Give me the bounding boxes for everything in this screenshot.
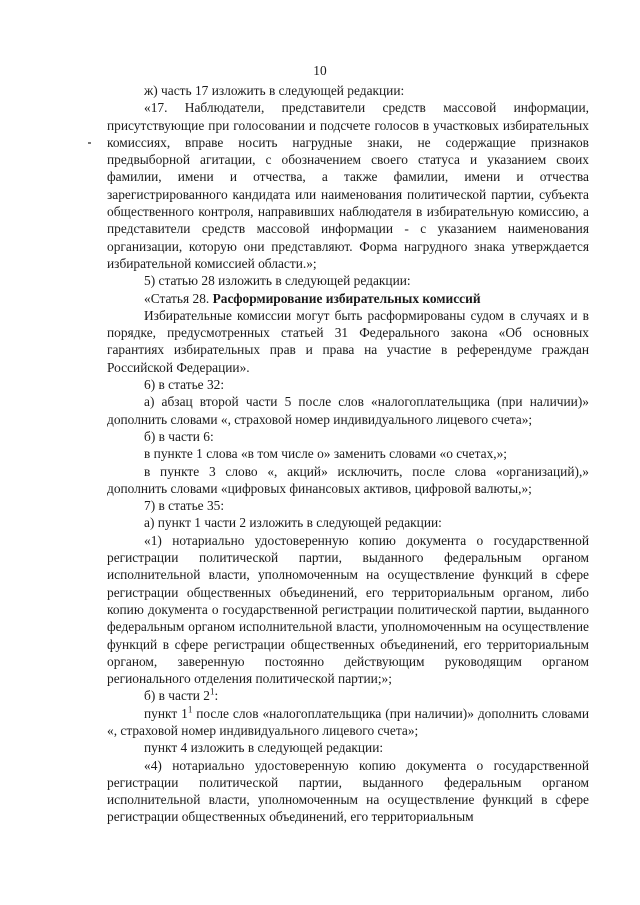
paragraph [107,705,589,740]
paragraph [107,687,589,704]
paragraph: ж) часть 17 изложить в следующей редакции: [144,83,405,98]
paragraph: а) абзац второй части 5 после слов «налогоплательщика (при наличии)» дополнить словами «, страховой номер индивидуального лицевого счета»; [107,394,589,427]
paragraph: 5) статью 28 изложить в следующей редакции: [144,273,411,289]
paragraph: б) в части 6: [144,428,214,444]
article-heading [107,290,589,307]
article-heading-title: Расформирование избирательных комиссий [212,290,481,306]
document-body [107,82,589,826]
margin-mark [88,142,91,144]
paragraph: «17. Наблюдатели, представители средств массовой информации, присутствующие при голосовании и подсчете голосов в участковых избирательных комиссиях, вправе носить нагрудные знаки, не содержащие признаков предвыборной агитации, с обозначением своего статуса и указанием своих фамилии, имени и отчества, а также фамилии, имени и отчества зарегистрированного кандидата или наименования политической партии, субъекта общественного контроля, направивших наблюдателя в избирательную комиссию, а представители средств массовой информации - с указанием наименования организации, которую они представляют. Форма нагрудного знака утверждается избирательной комиссией области.»; [107,100,589,271]
paragraph: 6) в статье 32: [144,377,225,393]
paragraph: 7) в статье 35: [144,498,225,514]
paragraph: пункт 4 изложить в следующей редакции: [144,740,384,756]
article-heading-prefix: «Статья 28. [144,290,213,306]
text-fragment: : [214,688,219,704]
superscript: 1 [209,686,215,697]
page-number: 10 [313,63,327,78]
paragraph: а) пункт 1 части 2 изложить в следующей редакции: [144,515,442,531]
text-fragment: б) в части 2 [144,688,210,704]
superscript: 1 [187,704,193,715]
paragraph: в пункте 1 слова «в том числе о» заменить словами «о счетах,»; [144,446,508,462]
paragraph: Избирательные комиссии могут быть расформированы судом в случаях и в порядке, предусмотренных статьей 31 Федерального закона «Об основных гарантиях избирательных прав и права на участие в референдуме граждан Российской Федерации». [107,307,589,375]
text-fragment: после слов «налогоплательщика (при наличии)» дополнить словами «, страховой номер индивидуального лицевого счета»; [107,705,589,738]
text-fragment: пункт 1 [144,705,188,721]
paragraph: «4) нотариально удостоверенную копию документа о государственной регистрации политической партии, выданного федеральным органом исполнительной власти, уполномоченным на осуществление функций в сфере регистрации общественных объединений, его территориальным [107,757,589,825]
paragraph: в пункте 3 слово «, акций» исключить, после слова «организаций),» дополнить словами «цифровых финансовых активов, цифровой валюты,»; [107,463,589,496]
paragraph: «1) нотариально удостоверенную копию документа о государственной регистрации политической партии, выданного федеральным органом исполнительной власти, уполномоченным на осуществление функций в сфере регистрации общественных объединений, его территориальным органом, либо копию документа о государственной регистрации политической партии, выданного федеральным органом исполнительной власти, уполномоченным на осуществление функций в сфере регистрации общественных объединений, его территориальным органом, заверенную постоянно действующим руководящим органом регионального отделения политической партии;»; [107,532,589,687]
